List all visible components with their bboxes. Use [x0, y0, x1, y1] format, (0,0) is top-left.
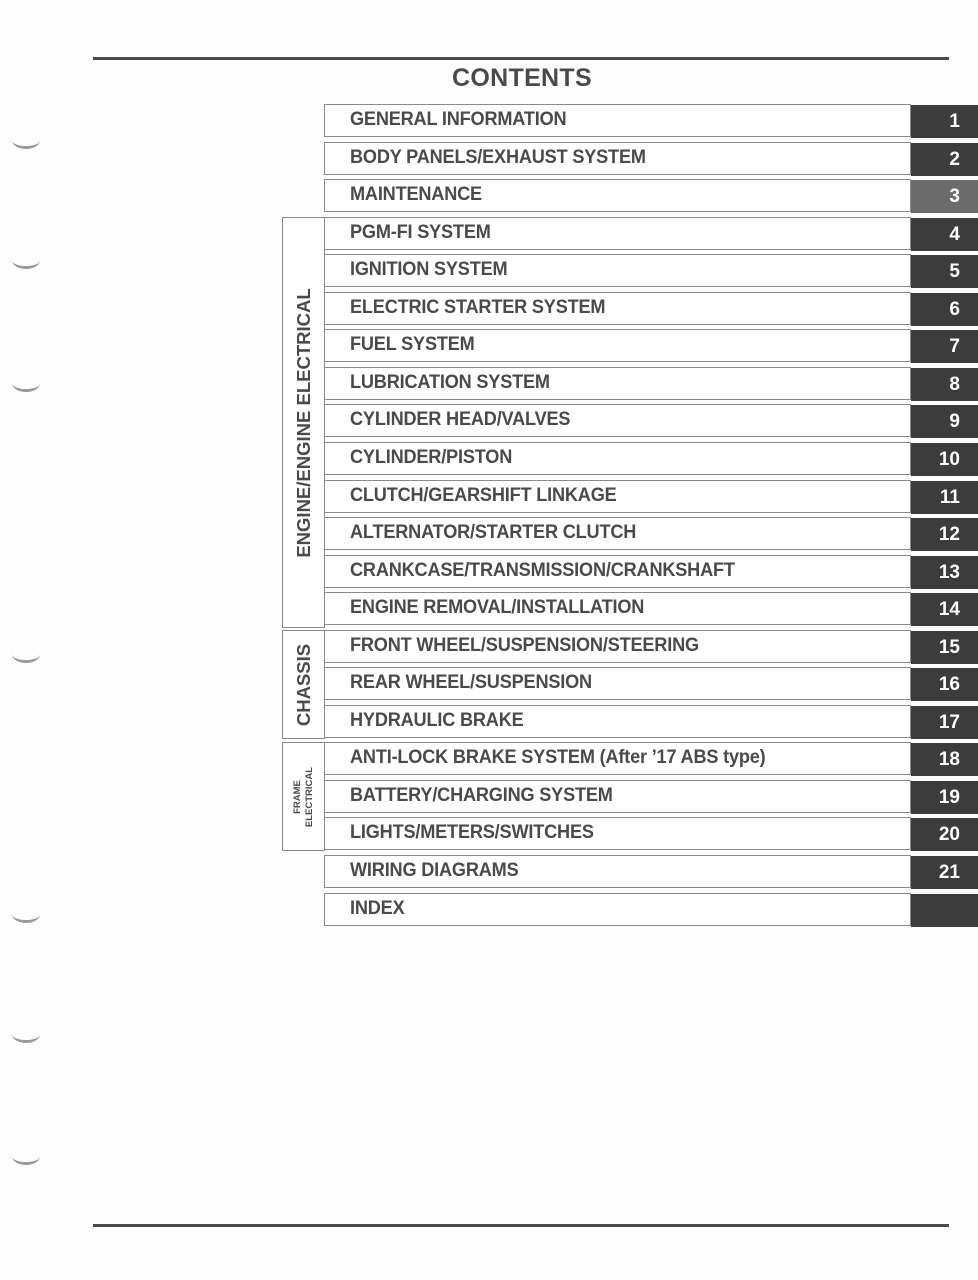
section-number: 15: [938, 637, 960, 658]
section-title[interactable]: CYLINDER/PISTON: [350, 446, 513, 468]
group-label-frame-electrical: [292, 766, 316, 826]
section-row[interactable]: [324, 329, 978, 362]
section-title[interactable]: BODY PANELS/EXHAUST SYSTEM: [350, 146, 646, 168]
group-label-chassis: CHASSIS: [292, 643, 314, 726]
section-title[interactable]: CYLINDER HEAD/VALVES: [350, 408, 571, 430]
section-number: 3: [949, 186, 960, 207]
group-label-electrical: ELECTRICAL: [303, 766, 315, 827]
section-tab[interactable]: [911, 518, 978, 551]
section-title[interactable]: GENERAL INFORMATION: [350, 108, 567, 130]
section-tab[interactable]: [911, 180, 978, 213]
section-title[interactable]: BATTERY/CHARGING SYSTEM: [350, 784, 613, 806]
section-row[interactable]: [324, 817, 978, 850]
section-number: 16: [938, 674, 960, 695]
section-number: 18: [938, 749, 960, 770]
section-tab[interactable]: [911, 443, 978, 476]
section-tab[interactable]: [911, 368, 978, 401]
section-number: 1: [949, 111, 960, 132]
section-number: 8: [949, 374, 960, 395]
section-row[interactable]: [324, 667, 978, 700]
section-tab[interactable]: [911, 293, 978, 326]
section-tab[interactable]: [911, 593, 978, 626]
section-row[interactable]: [324, 217, 978, 250]
section-title[interactable]: ANTI-LOCK BRAKE SYSTEM (After ’17 ABS type): [350, 746, 766, 768]
section-number: 14: [938, 599, 960, 620]
section-tab[interactable]: [911, 556, 978, 589]
section-tab[interactable]: [911, 405, 978, 438]
section-title[interactable]: FUEL SYSTEM: [350, 333, 475, 355]
binder-ring-mark: [12, 906, 40, 923]
section-title[interactable]: PGM-FI SYSTEM: [350, 221, 491, 243]
binder-ring-mark: [12, 132, 40, 149]
section-title[interactable]: ELECTRIC STARTER SYSTEM: [350, 296, 606, 318]
section-title[interactable]: INDEX: [350, 897, 405, 919]
section-row[interactable]: [324, 893, 978, 926]
section-row[interactable]: [324, 855, 978, 888]
section-row[interactable]: [324, 442, 978, 475]
section-tab[interactable]: [911, 668, 978, 701]
section-tab[interactable]: [911, 894, 978, 927]
section-row[interactable]: [324, 292, 978, 325]
section-tab[interactable]: [911, 143, 978, 176]
section-row[interactable]: [324, 592, 978, 625]
section-tab[interactable]: [911, 743, 978, 776]
section-number: 11: [939, 487, 960, 508]
section-title[interactable]: FRONT WHEEL/SUSPENSION/STEERING: [350, 634, 699, 656]
section-number: 21: [938, 862, 960, 883]
section-row[interactable]: [324, 517, 978, 550]
section-number: 2: [949, 149, 960, 170]
section-title[interactable]: CLUTCH/GEARSHIFT LINKAGE: [350, 484, 617, 506]
binder-ring-mark: [12, 646, 40, 663]
section-number: 4: [949, 224, 960, 245]
group-label-frame: FRAME: [291, 779, 303, 814]
bottom-rule: [93, 1224, 949, 1227]
group-chassis: [282, 630, 325, 739]
section-number: 10: [938, 449, 960, 470]
binder-ring-mark: [12, 375, 40, 392]
section-row[interactable]: [324, 555, 978, 588]
top-rule: [93, 57, 949, 60]
group-label-engine: ENGINE/ENGINE ELECTRICAL: [292, 287, 314, 558]
section-number: 9: [949, 411, 960, 432]
section-tab[interactable]: [911, 706, 978, 739]
section-number: 7: [949, 336, 960, 357]
section-row[interactable]: [324, 254, 978, 287]
section-tab[interactable]: [911, 856, 978, 889]
section-title[interactable]: MAINTENANCE: [350, 183, 482, 205]
section-number: 12: [938, 524, 960, 545]
section-row[interactable]: [324, 705, 978, 738]
section-number: 5: [949, 261, 960, 282]
section-row[interactable]: [324, 742, 978, 775]
section-title[interactable]: ENGINE REMOVAL/INSTALLATION: [350, 596, 645, 618]
section-title[interactable]: REAR WHEEL/SUSPENSION: [350, 671, 592, 693]
section-title[interactable]: WIRING DIAGRAMS: [350, 859, 519, 881]
page-title: CONTENTS: [452, 64, 592, 92]
section-tab[interactable]: [911, 818, 978, 851]
section-row[interactable]: [324, 104, 978, 137]
section-tab[interactable]: [911, 781, 978, 814]
section-title[interactable]: LIGHTS/METERS/SWITCHES: [350, 821, 594, 843]
section-row[interactable]: [324, 367, 978, 400]
section-title[interactable]: HYDRAULIC BRAKE: [350, 709, 524, 731]
section-number: 17: [938, 712, 960, 733]
section-title[interactable]: CRANKCASE/TRANSMISSION/CRANKSHAFT: [350, 559, 735, 581]
section-box: [324, 893, 911, 926]
section-number: 20: [938, 824, 960, 845]
group-frame-electrical: [282, 742, 325, 851]
section-tab[interactable]: [911, 218, 978, 251]
section-tab[interactable]: [911, 105, 978, 138]
section-number: 6: [949, 299, 960, 320]
section-tab[interactable]: [911, 330, 978, 363]
binder-ring-mark: [12, 1148, 40, 1165]
section-row[interactable]: [324, 404, 978, 437]
section-title[interactable]: IGNITION SYSTEM: [350, 258, 508, 280]
section-title[interactable]: LUBRICATION SYSTEM: [350, 371, 550, 393]
section-tab[interactable]: [911, 631, 978, 664]
section-row[interactable]: [324, 780, 978, 813]
section-tab[interactable]: [911, 481, 978, 514]
section-row[interactable]: [324, 480, 978, 513]
section-tab[interactable]: [911, 255, 978, 288]
section-title[interactable]: ALTERNATOR/STARTER CLUTCH: [350, 521, 637, 543]
section-number: 13: [938, 562, 960, 583]
binder-ring-mark: [12, 1026, 40, 1043]
binder-ring-mark: [12, 252, 40, 269]
section-number: 19: [938, 787, 960, 808]
group-engine-electrical: [282, 217, 325, 628]
section-row[interactable]: [324, 142, 978, 175]
section-row[interactable]: [324, 630, 978, 663]
section-row[interactable]: [324, 179, 978, 212]
